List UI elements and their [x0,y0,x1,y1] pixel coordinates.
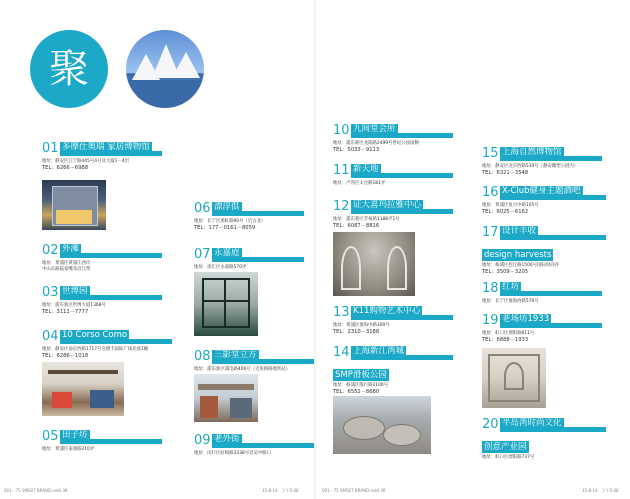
entry-15 [482,147,602,177]
entry-tel: TEL：6321－3548 [482,170,529,176]
entry-number: 14 [333,345,350,360]
entry-number: 02 [42,243,59,258]
entry-12 [333,200,453,230]
entry-number: 20 [482,417,499,432]
entry-title: 九间堂会所 [353,124,396,134]
entry-address: 地址：长宁区淮海西路570号 [482,299,539,304]
logo-circle [30,30,108,108]
entry-04 [42,330,172,360]
entry-address: 地址：卢湾区太仓路181弄 [333,181,386,186]
entry-title: 10 Corso Como [62,330,128,340]
entry-tel: TEL：3111－7777 [42,309,89,315]
footer-right-file: 001－75 SMS07 BRAND.indd 39 [322,488,386,493]
entry-address: 地址：徐汇区永嘉路570弄 [194,265,247,270]
entry-number: 03 [42,285,59,300]
entry-address: 地址：静安区北京西路510号（静安雕塑公园内） [482,164,579,169]
entry-title: 永嘉庭 [214,248,240,258]
entry-title: 世博园 [62,286,88,296]
entry-address: 地址：黄浦区泰康路210弄 [42,447,95,452]
entry-title-line2: SMP滑板公园 [335,370,387,380]
entry-19 [482,314,602,344]
entry-03 [42,286,162,316]
entry-number: 09 [194,433,211,448]
entry-address: 地址：长宁区淞虹路90号（近古北） [194,219,266,224]
entry-tel: TEL：177－0161－8059 [194,225,256,231]
logo-character: 聚 [49,46,89,92]
entry-title: 老外街 [214,434,240,444]
entry-16 [482,186,606,216]
entry-address: 地址：静安区江宁路445号4号及大厦1－4层 [42,159,130,164]
entry-20 [482,418,606,461]
entry-number: 15 [482,146,499,161]
entry-number: 06 [194,201,211,216]
entry-title: 证大喜玛拉雅中心 [353,200,422,210]
entry-tel: TEL：6025－6162 [482,209,529,215]
entry-tel: TEL：3509－3205 [482,269,529,275]
entry-09 [194,434,314,457]
entry-number: 08 [194,349,211,364]
entry-tel: TEL：2310－3188 [333,329,380,335]
entry-title-line2: 创意产业园 [484,442,527,452]
water-reflection [126,80,204,108]
entry-number: 13 [333,305,350,320]
entry-13 [333,306,453,336]
entry-number: 18 [482,281,499,296]
entry-address: 地址：杨浦区殷行路2100号 [333,383,389,388]
entry-title-line1: 设计丰收 [502,226,537,236]
entry-06 [194,202,304,232]
entry-01-photo [42,180,106,230]
entry-tel: TEL：6087－8816 [333,223,380,229]
entry-address: 地址：浦东新区世博大道1368号 [42,303,106,308]
entry-title: 漂浮俱 [214,202,240,212]
entry-address: 地址：黄浦区淮海中路300号 [333,323,390,328]
entry-title: 田子坊 [62,430,88,440]
entry-number: 17 [482,225,499,240]
footer-left-file: 001－75 SMS07 BRAND.indd 38 [4,488,68,493]
entry-10 [333,124,453,154]
entry-number: 11 [333,163,350,178]
entry-title: 上海自然博物馆 [502,147,562,157]
entry-number: 04 [42,329,59,344]
footer-right-date: 15-8-14 下午5:48 [582,488,619,493]
roof-shape [172,52,200,78]
entry-19-photo [482,348,546,408]
entry-14-photo [333,396,431,454]
entry-address: 地址：闵行区虹梅路3338号近吴中路口 [194,451,272,456]
page-spine [314,0,316,499]
entry-address: 地址：杨浦区控江路1500号国际时尚谷 [482,263,560,268]
entry-number: 19 [482,313,499,328]
entry-number: 12 [333,199,350,214]
entry-tel: TEL：6888－1933 [482,337,529,343]
entry-title: 新天地 [353,164,379,174]
entry-07 [194,248,304,271]
entry-address: 地址：静安区南京西路1717号会德丰国际广场北座1幢 [42,347,149,352]
entry-address: 地址：浦东新区芳甸路1188弄1号 [333,217,400,222]
entry-address: 地址：虹口区溧阳路737号 [482,455,535,460]
entry-tel: TEL：6552－8680 [333,389,380,395]
entry-05 [42,430,162,453]
entry-07-photo [194,272,258,336]
entry-address: 地址：黄浦区复兴中路105号 [482,203,539,208]
entry-01 [42,142,162,172]
entry-title: 多摩仕奥瑞 家居博物馆 [62,142,150,152]
entry-title-line1: 半岛湾时尚文化 [502,418,562,428]
entry-number: 05 [42,429,59,444]
entry-tel: TEL：6286－1018 [42,353,89,359]
entry-address: 地址：虹口区溧阳路611号 [482,331,535,336]
entry-02 [42,244,162,273]
entry-17 [482,226,606,276]
entry-number: 10 [333,123,350,138]
footer-left-date: 15-8-14 下午5:48 [262,488,299,493]
entry-tel: TEL：6266－6988 [42,165,89,171]
entry-title: 老场坊1933 [502,314,550,324]
header-photo-circle [126,30,204,108]
entry-number: 01 [42,141,59,156]
entry-number: 07 [194,247,211,262]
entry-title-line1: 上海新江湾城 [353,346,405,356]
entry-title-line2: design harvests [484,250,552,260]
entry-address: 地址：浦东新区龙阳路2499号世纪公园南侧 [333,141,419,146]
entry-number: 16 [482,185,499,200]
entry-12-photo [333,232,415,296]
entry-title: K11购物艺术中心 [353,306,421,316]
entry-title: 外滩 [62,244,80,254]
entry-address: 地址：浦东新区浦电路400号（近张杨路地铁站） [194,367,291,372]
entry-18 [482,282,602,305]
entry-title: X-Club健身主题酒吧 [502,186,581,196]
entry-title: 三影堂立方 [214,350,257,360]
entry-14 [333,346,453,396]
entry-04-photo [42,362,124,416]
entry-11 [333,164,453,187]
entry-08-photo [194,374,258,422]
entry-title: 红坊 [502,282,520,292]
entry-tel: TEL：5033－9113 [333,147,380,153]
entry-address: 地址：黄浦区黄浦江西岸 中山东路陆家嘴等沿江带 [42,261,91,272]
entry-08 [194,350,314,373]
